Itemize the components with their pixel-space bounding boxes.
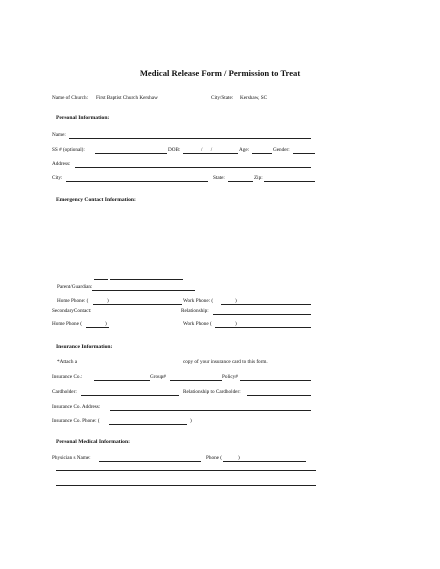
ss-field[interactable] <box>95 153 167 154</box>
insurance-company-label: Insurance Co.: <box>52 374 83 380</box>
parent-guardian-label: Parent/Guardian: <box>57 284 93 290</box>
church-name-value: First Baptist Church Kershaw <box>96 95 158 101</box>
church-citystate-label: City/State: <box>211 95 234 101</box>
physician-phone-field[interactable] <box>223 461 306 462</box>
physician-name-field[interactable] <box>99 461 201 462</box>
policy-label: Policy# <box>222 374 238 380</box>
church-citystate-value: Kershaw, SC <box>240 95 268 101</box>
cardholder-label: Cardholder: <box>52 389 77 395</box>
emergency-name-line[interactable] <box>110 279 183 280</box>
state-label: State: <box>213 175 225 181</box>
physician-name-label: Physician s Name: <box>52 455 91 461</box>
insurance-address-field[interactable] <box>110 410 311 411</box>
name-field[interactable] <box>69 138 311 139</box>
relationship-label: Relationship: <box>181 308 209 314</box>
church-name-label: Name of Church: <box>52 95 89 101</box>
group-label: Group# <box>150 374 166 380</box>
city-field[interactable] <box>66 181 208 182</box>
form-title: Medical Release Form / Permission to Treat <box>139 68 301 78</box>
home-phone2-label: Home Phone ( <box>52 321 82 327</box>
insurance-attach-note: *Attach a <box>57 359 78 365</box>
insurance-address-label: Insurance Co. Address: <box>52 404 101 410</box>
medical-notes-line-1[interactable] <box>56 470 316 471</box>
city-label: City: <box>52 175 63 181</box>
address-label: Address: <box>52 161 71 167</box>
gender-label: Gender: <box>273 147 290 153</box>
relationship-cardholder-field[interactable] <box>247 395 311 396</box>
work-phone-close: ) <box>235 298 237 304</box>
state-field[interactable] <box>228 181 253 182</box>
policy-field[interactable] <box>240 380 311 381</box>
insurance-info-heading: Insurance Information: <box>56 344 113 350</box>
insurance-copy-note: copy of your insurance card to this form. <box>183 359 268 365</box>
relationship-cardholder-label: Relationship to Cardholder: <box>183 389 241 395</box>
insurance-phone-close: ) <box>190 418 192 424</box>
emergency-short-line[interactable] <box>94 279 108 280</box>
personal-info-heading: Personal Information: <box>56 115 110 121</box>
ss-label: SS # (optional): <box>52 147 85 153</box>
insurance-phone-label: Insurance Co. Phone: ( <box>52 418 100 424</box>
dob-slashes: / / <box>201 147 213 153</box>
physician-phone-close: ) <box>238 455 240 461</box>
name-label: Name: <box>52 132 66 138</box>
home-phone-close: ) <box>107 298 109 304</box>
cardholder-field[interactable] <box>81 395 179 396</box>
insurance-phone-field[interactable] <box>109 424 187 425</box>
work-phone2-label: Work Phone ( <box>183 321 212 327</box>
zip-label: Zip: <box>254 175 263 181</box>
group-field[interactable] <box>170 380 222 381</box>
parent-guardian-field[interactable] <box>92 290 195 291</box>
dob-label: DOB: <box>168 147 181 153</box>
gender-field[interactable] <box>293 153 315 154</box>
age-label: Age: <box>239 147 250 153</box>
home-phone2-close: ) <box>105 321 107 327</box>
relationship-field[interactable] <box>213 314 311 315</box>
address-field[interactable] <box>75 167 311 168</box>
insurance-company-field[interactable] <box>94 380 150 381</box>
work-phone2-field[interactable] <box>215 327 311 328</box>
work-phone-label: Work Phone: ( <box>183 298 214 304</box>
home-phone-label: Home Phone: ( <box>57 298 89 304</box>
zip-field[interactable] <box>264 181 315 182</box>
medical-info-heading: Personal Medical Information: <box>56 439 130 445</box>
physician-phone-label: Phone ( <box>206 455 222 461</box>
work-phone2-close: ) <box>235 321 237 327</box>
age-field[interactable] <box>252 153 272 154</box>
secondary-contact-label: SecondaryContact: <box>52 308 92 314</box>
medical-notes-line-2[interactable] <box>56 485 316 486</box>
emergency-contact-heading: Emergency Contact Information: <box>56 197 136 203</box>
